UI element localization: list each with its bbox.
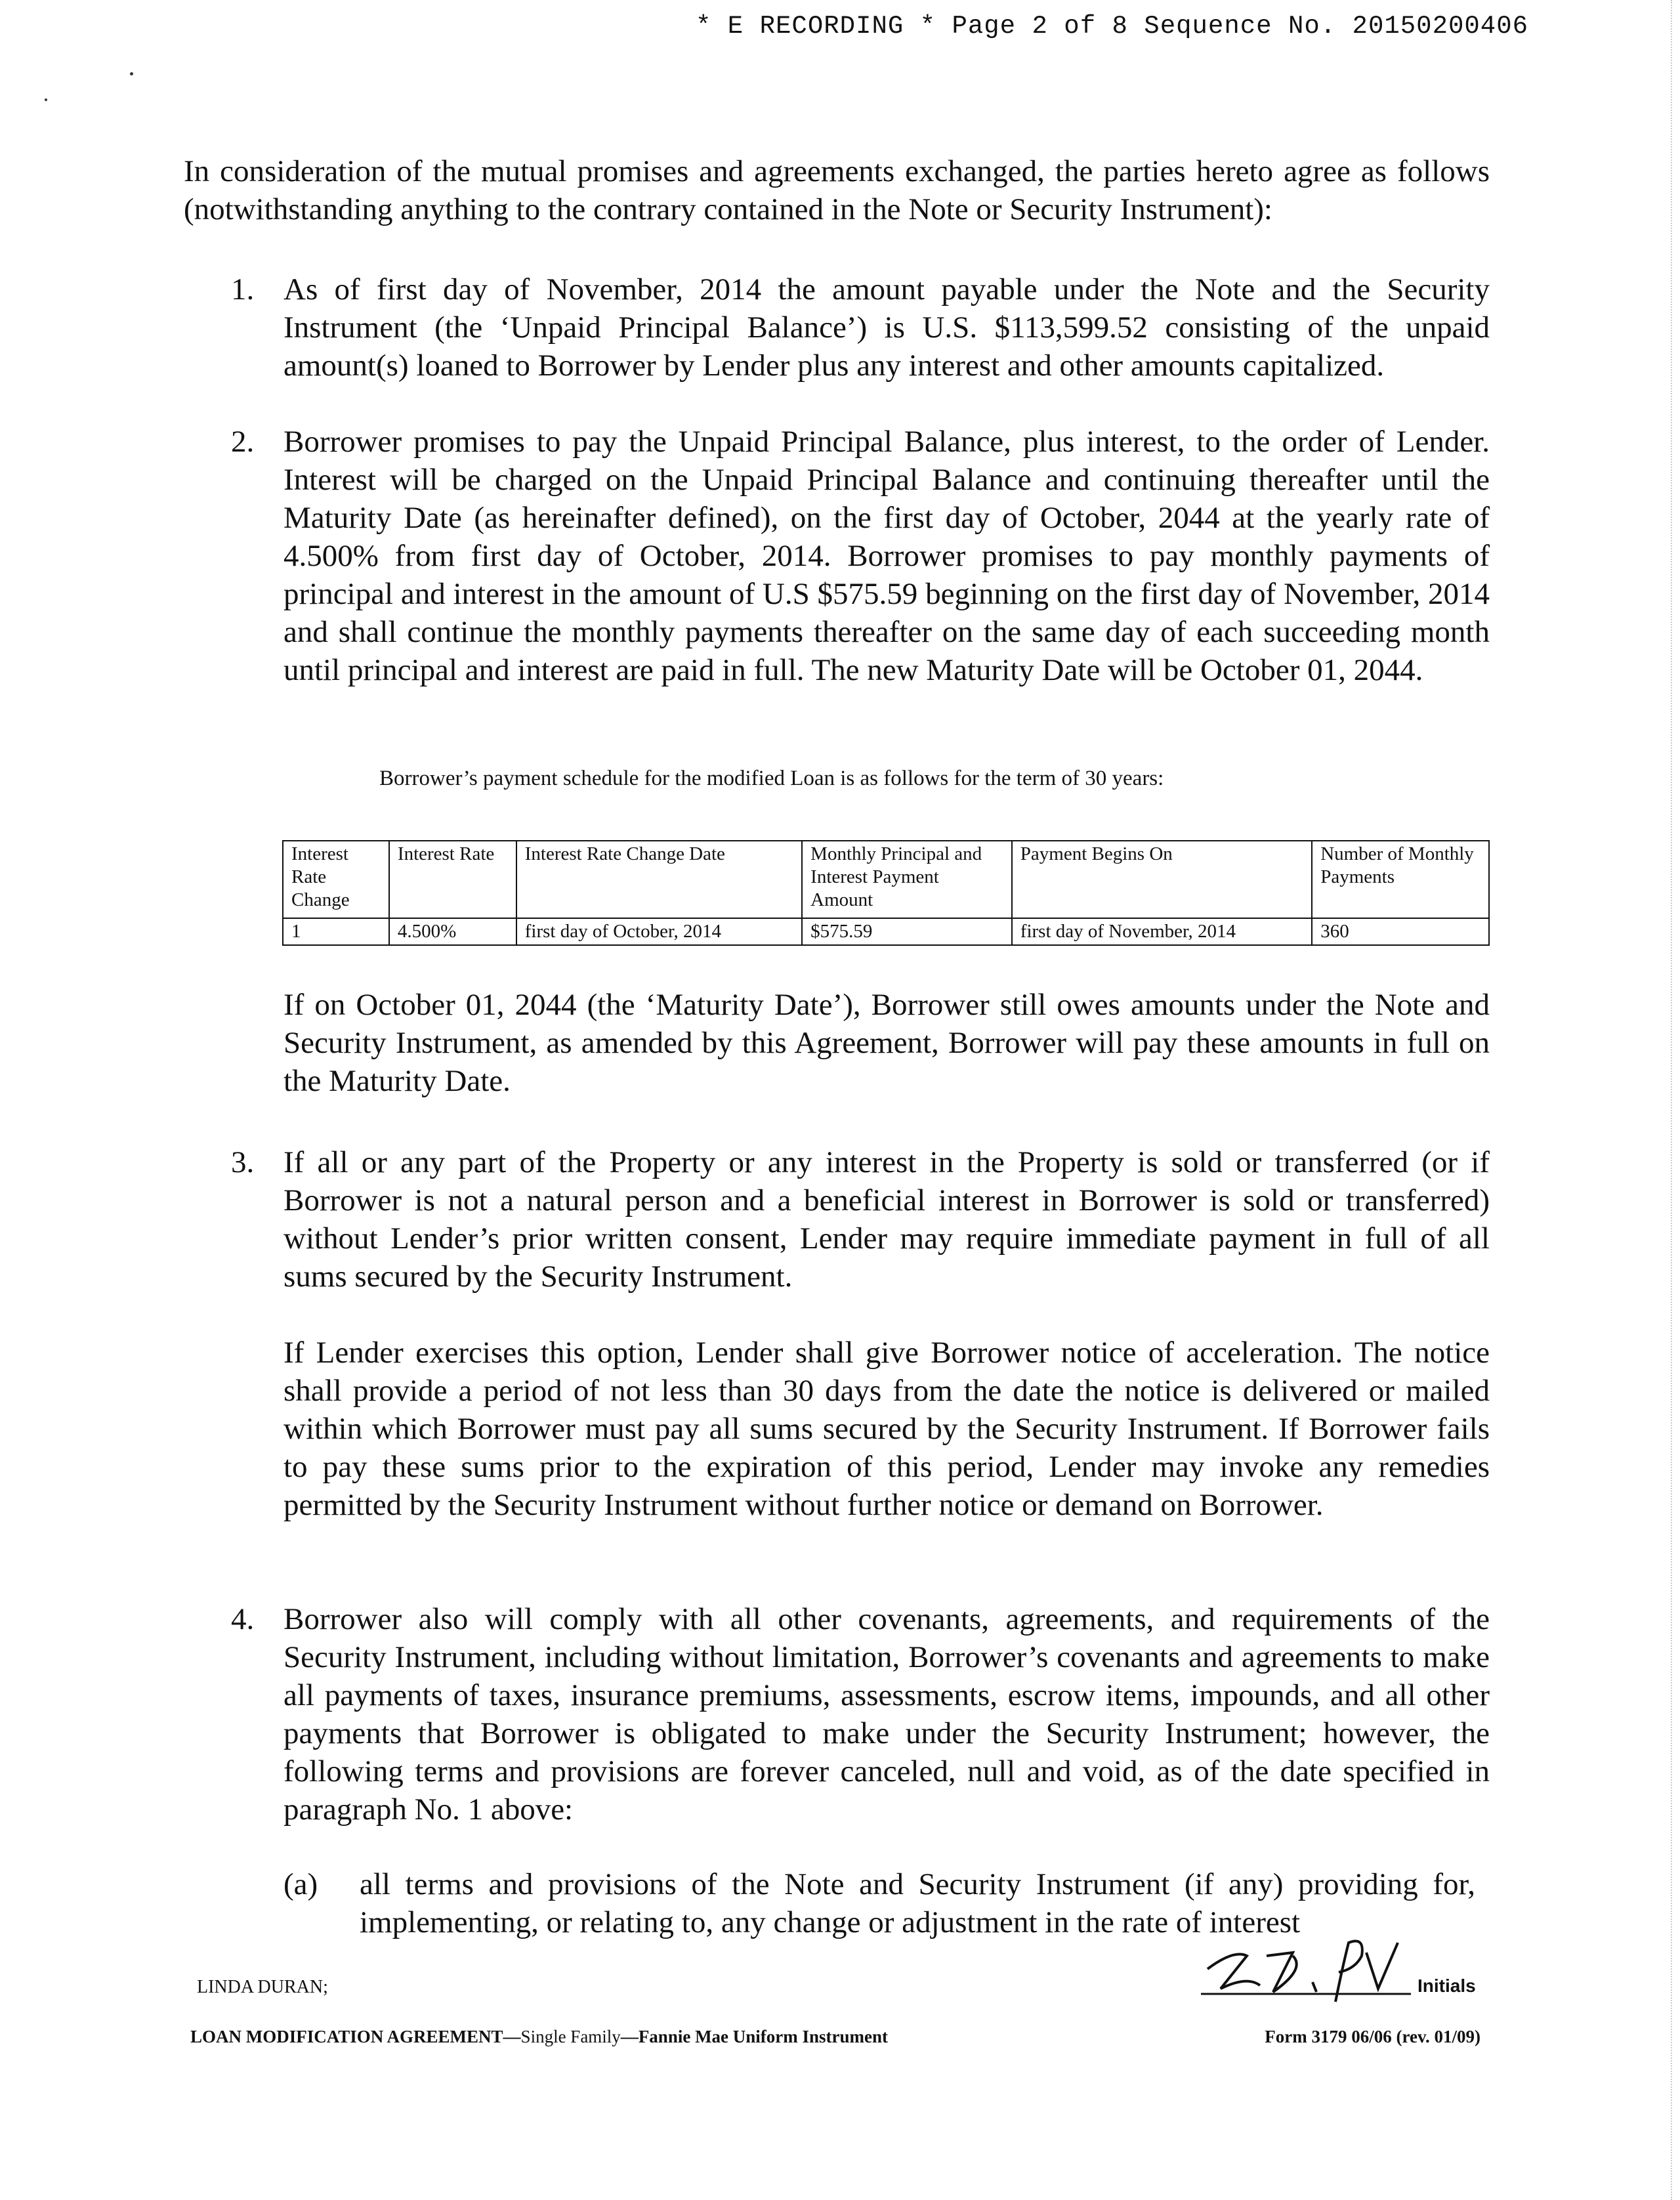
scan-speck xyxy=(130,72,133,75)
payment-schedule-table xyxy=(282,840,1490,946)
scan-speck xyxy=(45,98,47,101)
sub-item-label: (a) xyxy=(284,1867,318,1901)
table-row xyxy=(283,918,1489,945)
footer-title: LOAN MODIFICATION AGREEMENT xyxy=(190,2027,503,2046)
footer-dash: — xyxy=(503,2027,521,2046)
table-header-cell: Interest Rate Change Date xyxy=(516,841,802,918)
footer-form-number: Form 3179 06/06 (rev. 01/09) xyxy=(1265,2027,1480,2046)
item-3-text: If all or any part of the Property or any interest in the Property is sold or transferred (or if Borrower is not a natural person and a beneficial interest in Borrower is sold or transferred) without Lender’s prior written consent, Lender may require immediate payment in full of all sums secured by the Security Instrument. xyxy=(284,1145,1490,1294)
borrower-name: LINDA DURAN; xyxy=(197,1977,328,1997)
table-header-cell: Monthly Principal and Interest Payment Amount xyxy=(802,841,1012,918)
footer-form-name xyxy=(190,2027,888,2047)
footer-instrument: —Fannie Mae Uniform Instrument xyxy=(620,2027,889,2046)
recording-header: * E RECORDING * Page 2 of 8 Sequence No. 20150200406 xyxy=(696,12,1528,41)
initials-signature xyxy=(1194,1930,1418,2008)
table-cell: 1 xyxy=(283,918,389,945)
table-cell: first day of November, 2014 xyxy=(1012,918,1312,945)
item-number: 3. xyxy=(231,1145,255,1179)
item-number: 2. xyxy=(231,425,255,459)
schedule-caption: Borrower’s payment schedule for the modified Loan is as follows for the term of 30 years: xyxy=(379,767,1164,790)
item-number: 4. xyxy=(231,1602,255,1636)
footer-family: Single Family xyxy=(520,2027,621,2046)
initials-label: Initials xyxy=(1418,1976,1476,1996)
sub-item-a-text: all terms and provisions of the Note and Security Instrument (if any) providing for, implementing, or relating to, any change or adjustment in the rate of interest xyxy=(360,1867,1475,1939)
acceleration-paragraph: If Lender exercises this option, Lender shall give Borrower notice of acceleration. The notice shall provide a period of not less than 30 days from the date the notice is delivered or mailed within which Borrower must pay all sums secured by the Security Instrument. If Borrower fails to pay these sums prior to the expiration of this period, Lender may invoke any remedies permitted by the Security Instrument without further notice or demand on Borrower. xyxy=(284,1336,1490,1522)
table-cell: $575.59 xyxy=(802,918,1012,945)
item-1-text: As of first day of November, 2014 the amount payable under the Note and the Security Instrument (the ‘Unpaid Principal Balance’) is U.S. $113,599.52 consisting of the unpaid amount(s) loaned to Borrower by Lender plus any interest and other amounts capitalized. xyxy=(284,272,1490,383)
table-header-cell: Payment Begins On xyxy=(1012,841,1312,918)
table-header-cell: Interest Rate xyxy=(389,841,516,918)
maturity-paragraph: If on October 01, 2044 (the ‘Maturity Date’), Borrower still owes amounts under the Note and Security Instrument, as amended by this Agreement, Borrower will pay these amounts in full on the Maturity Date. xyxy=(284,988,1490,1098)
table-cell: 360 xyxy=(1312,918,1489,945)
table-cell: first day of October, 2014 xyxy=(516,918,802,945)
intro-paragraph: In consideration of the mutual promises and agreements exchanged, the parties hereto agree as follows (notwithstanding anything to the contrary contained in the Note or Security Instrument): xyxy=(184,154,1490,226)
item-4-text: Borrower also will comply with all other covenants, agreements, and requirements of the Security Instrument, including without limitation, Borrower’s covenants and agreements to make all payments of taxes, insurance premiums, assessments, escrow items, impounds, and all other payments that Borrower is obligated to make under the Security Instrument; however, the following terms and provisions are forever canceled, null and void, as of the date specified in paragraph No. 1 above: xyxy=(284,1602,1490,1827)
table-header-row xyxy=(283,841,1489,918)
item-2-text: Borrower promises to pay the Unpaid Principal Balance, plus interest, to the order of Lender. Interest will be charged on the Unpaid Principal Balance and continuing thereafter until the Maturity Date (as hereinafter defined), on the first day of October, 2044 at the yearly rate of 4.500% from first day of October, 2014. Borrower promises to pay monthly payments of principal and interest in the amount of U.S $575.59 beginning on the first day of November, 2014 and shall continue the monthly payments thereafter on the same day of each succeeding month until principal and interest are paid in full. The new Maturity Date will be October 01, 2044. xyxy=(284,425,1490,687)
table-cell: 4.500% xyxy=(389,918,516,945)
scan-edge xyxy=(1668,0,1672,2200)
table-header-cell: Number of Monthly Payments xyxy=(1312,841,1489,918)
item-number: 1. xyxy=(231,272,255,307)
table-header-cell: Interest Rate Change xyxy=(283,841,389,918)
